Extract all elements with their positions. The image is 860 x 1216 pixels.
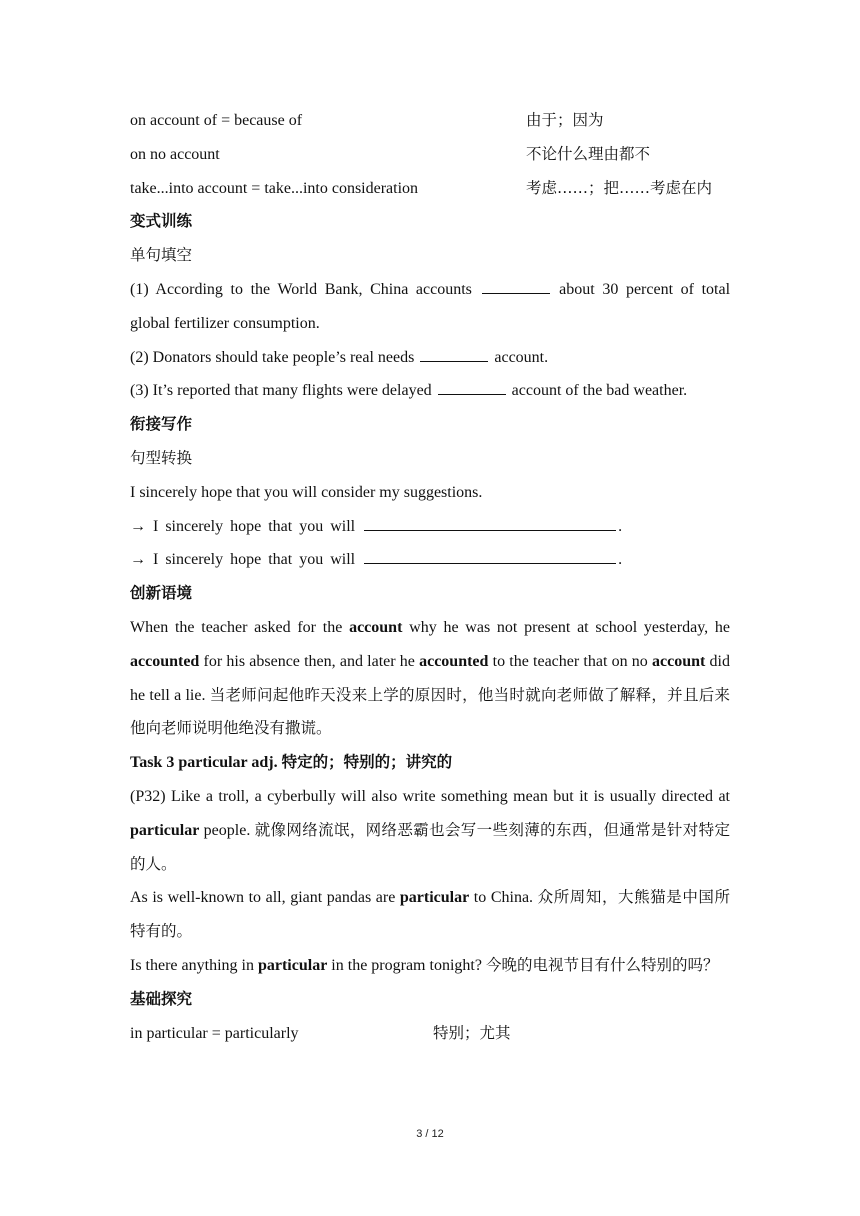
word: hope	[230, 517, 262, 535]
question-1-line2: global fertilizer consumption.	[130, 314, 320, 332]
word: sincerely	[165, 551, 224, 569]
period: .	[618, 517, 623, 535]
word: you	[299, 551, 324, 569]
answer-blank-long[interactable]	[364, 514, 616, 531]
example-2	[130, 881, 730, 949]
translation: 就像网络流氓，网络恶霸也会写一些刻薄的东西，但通常是针对特定的人。	[130, 820, 730, 873]
word: you	[299, 517, 324, 535]
phrase-zh: 由于；因为	[526, 111, 604, 129]
heading-variant-training: 变式训练	[130, 212, 193, 231]
answer-blank[interactable]	[438, 378, 506, 395]
phrase-row	[130, 104, 730, 138]
keyword: particular	[130, 821, 200, 839]
page-number: 3 / 12	[416, 1128, 444, 1140]
conversion-line-1	[130, 510, 730, 544]
keyword: account	[349, 618, 403, 636]
word: will	[330, 517, 356, 535]
word: sincerely	[165, 517, 224, 535]
q3-text-a: (3) It’s reported that many flights were delayed	[130, 382, 432, 400]
arrow-text: →	[130, 517, 146, 535]
answer-blank-long[interactable]	[364, 547, 616, 564]
phrase-en: on no account	[130, 145, 220, 163]
context-paragraph	[130, 611, 730, 746]
task-3-heading	[130, 746, 730, 780]
text: (P32) Like a troll, a cyberbully will also write something mean but it is usually directed at	[130, 787, 730, 805]
heading-linked-writing: 衔接写作	[130, 415, 193, 434]
text: for his absence then, and later he	[199, 652, 420, 670]
task-meaning: 特定的；特别的；讲究的	[281, 753, 453, 772]
text: As is well-known to all, giant pandas are	[130, 889, 400, 907]
word: I	[153, 517, 159, 535]
text: to the teacher that on no	[488, 652, 653, 670]
keyword: accounted	[130, 652, 200, 670]
word: that	[268, 517, 293, 535]
keyword: particular	[257, 956, 328, 974]
keyword: particular	[399, 889, 470, 907]
word: I	[153, 551, 159, 569]
answer-blank[interactable]	[420, 345, 488, 362]
question-2	[130, 341, 730, 375]
phrase-en: in particular = particularly	[130, 1024, 299, 1042]
phrase-row	[130, 1017, 730, 1051]
text: in the program tonight?	[327, 956, 486, 974]
q1-text-a: (1) According to the World Bank, China accounts	[130, 280, 472, 298]
phrase-zh: 不论什么理由都不	[526, 144, 651, 163]
heading-basic-exploration: 基础探究	[130, 989, 193, 1008]
heading-creative-context: 创新语境	[130, 584, 193, 603]
phrase-zh: 考虑……；把……考虑在内	[526, 178, 713, 197]
document-page	[130, 104, 730, 1050]
translation: 众所周知，大熊猫是中国所特有的。	[130, 888, 730, 941]
task-title: Task 3 particular adj.	[130, 754, 282, 772]
translation: 今晚的电视节目有什么特别的吗？	[485, 955, 719, 974]
subheading-fill-blank: 单句填空	[130, 246, 193, 265]
conversion-source: I sincerely hope that you will consider my suggestions.	[130, 483, 483, 501]
arrow-text: →	[130, 551, 146, 569]
keyword: account	[652, 652, 706, 670]
text: When the teacher asked for the	[130, 618, 350, 636]
text: people.	[199, 821, 255, 839]
text: why he was not present at school yesterday, he	[402, 618, 731, 636]
phrase-en: take...into account = take...into consideration	[130, 179, 419, 197]
conversion-line-2	[130, 543, 730, 577]
subheading-sentence-conversion: 句型转换	[130, 448, 193, 467]
answer-blank[interactable]	[482, 277, 550, 294]
word: hope	[230, 551, 262, 569]
q3-text-b: account of the bad weather.	[511, 382, 688, 400]
text: Is there anything in	[130, 956, 258, 974]
example-1	[130, 780, 730, 881]
translation: 当老师问起他昨天没来上学的原因时，他当时就向老师做了解释，并且后来他向老师说明他绝没有撒谎。	[130, 685, 730, 738]
period: .	[618, 551, 623, 569]
question-1-line1	[130, 273, 730, 307]
word: will	[330, 551, 356, 569]
word: that	[268, 551, 293, 569]
phrase-row	[130, 172, 730, 206]
q2-text-b: account.	[494, 348, 549, 366]
example-3	[130, 949, 730, 983]
question-3	[130, 374, 730, 408]
text: to China.	[469, 889, 538, 907]
keyword: accounted	[419, 652, 489, 670]
q2-text-a: (2) Donators should take people’s real needs	[130, 348, 415, 366]
phrase-zh: 特别；尤其	[433, 1023, 511, 1042]
text: did he tell a lie.	[130, 652, 730, 704]
phrase-en: on account of = because of	[130, 112, 303, 129]
q1-text-b: about 30 percent of total	[559, 280, 731, 298]
phrase-row	[130, 138, 730, 172]
